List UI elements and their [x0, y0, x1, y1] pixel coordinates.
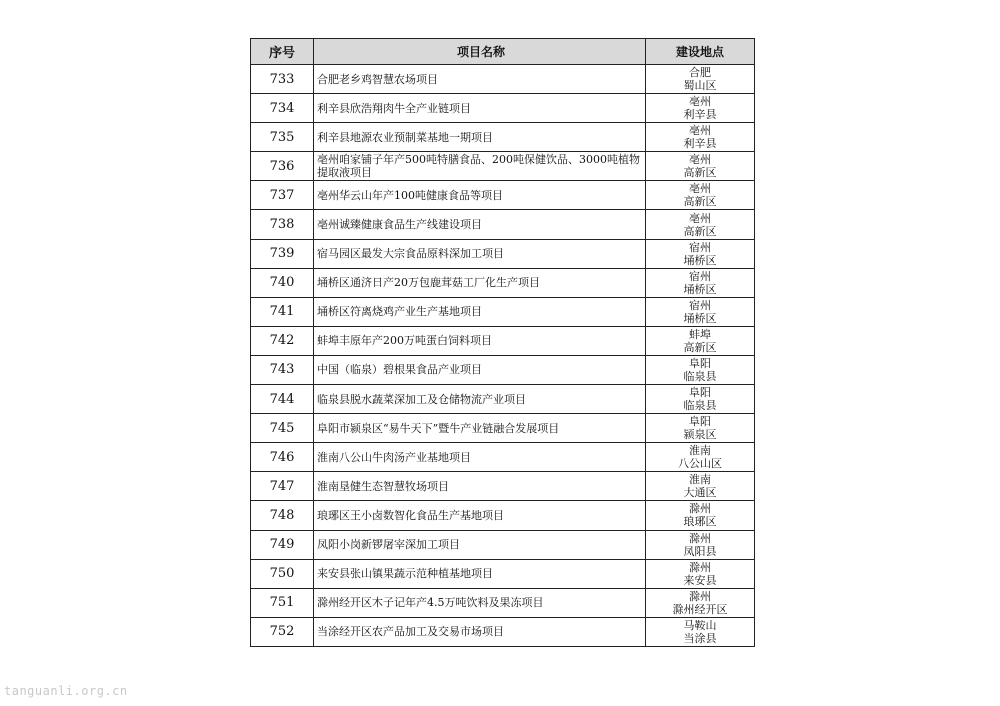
location-city: 马鞍山: [683, 618, 717, 632]
row-number: 751: [251, 588, 314, 617]
location-city: 宿州: [689, 298, 711, 312]
table-row: [251, 326, 755, 355]
location-district: 临泉县: [683, 369, 717, 383]
location-district: 高新区: [683, 224, 717, 238]
table-row: [251, 152, 755, 181]
header-location: 建设地点: [646, 39, 755, 65]
table-row: [251, 385, 755, 414]
table-row: [251, 588, 755, 617]
location-city: 宿州: [689, 240, 711, 254]
location-city: 亳州: [689, 153, 711, 167]
location-district: 凤阳县: [683, 544, 717, 558]
table-row: [251, 617, 755, 646]
location-cell: [646, 443, 755, 472]
table-row: [251, 181, 755, 210]
location-city: 亳州: [689, 95, 711, 109]
table-row: [251, 414, 755, 443]
project-table: [250, 38, 755, 647]
row-number: 743: [251, 355, 314, 384]
project-name: 合肥老乡鸡智慧农场项目: [314, 65, 646, 94]
project-name: 利辛县欣浩翔肉牛全产业链项目: [314, 94, 646, 123]
table-row: [251, 530, 755, 559]
location-district: 埇桥区: [683, 311, 717, 325]
table-row: [251, 501, 755, 530]
location-city: 淮南: [689, 473, 711, 487]
row-number: 741: [251, 297, 314, 326]
project-name: 琅琊区王小卤数智化食品生产基地项目: [314, 501, 646, 530]
location-city: 滁州: [689, 589, 711, 603]
location-city: 滁州: [689, 502, 711, 516]
location-city: 合肥: [689, 66, 711, 80]
location-cell: [646, 588, 755, 617]
location-city: 淮南: [689, 444, 711, 458]
row-number: 750: [251, 559, 314, 588]
row-number: 747: [251, 472, 314, 501]
header-project-name: 项目名称: [314, 39, 646, 65]
location-cell: [646, 501, 755, 530]
location-city: 滁州: [689, 531, 711, 545]
row-number: 737: [251, 181, 314, 210]
location-district: 高新区: [683, 166, 717, 180]
row-number: 746: [251, 443, 314, 472]
location-cell: [646, 472, 755, 501]
row-number: 734: [251, 94, 314, 123]
location-district: 颍泉区: [683, 428, 717, 442]
location-cell: [646, 617, 755, 646]
location-city: 滁州: [689, 560, 711, 574]
location-cell: [646, 239, 755, 268]
table-row: [251, 472, 755, 501]
project-name: 淮南八公山牛肉汤产业基地项目: [314, 443, 646, 472]
location-city: 蚌埠: [689, 327, 711, 341]
location-cell: [646, 297, 755, 326]
location-district: 高新区: [683, 340, 717, 354]
location-cell: [646, 530, 755, 559]
table-row: [251, 123, 755, 152]
project-name: 利辛县地源农业预制菜基地一期项目: [314, 123, 646, 152]
table-row: [251, 65, 755, 94]
project-name: 当涂经开区农产品加工及交易市场项目: [314, 617, 646, 646]
location-city: 亳州: [689, 124, 711, 138]
location-cell: [646, 268, 755, 297]
location-district: 滁州经开区: [672, 602, 728, 616]
location-district: 来安县: [683, 573, 717, 587]
watermark: tanguanli.org.cn: [4, 684, 128, 698]
location-district: 当涂县: [683, 631, 717, 645]
location-city: 亳州: [689, 182, 711, 196]
project-name: 临泉县脱水蔬菜深加工及仓储物流产业项目: [314, 385, 646, 414]
project-name: 来安县张山镇果蔬示范种植基地项目: [314, 559, 646, 588]
location-city: 阜阳: [689, 415, 711, 429]
location-cell: [646, 181, 755, 210]
project-name: 宿马园区最发大宗食品原料深加工项目: [314, 239, 646, 268]
location-district: 利辛县: [683, 137, 717, 151]
location-district: 埇桥区: [683, 282, 717, 296]
header-row: [251, 39, 755, 65]
location-cell: [646, 65, 755, 94]
project-name: 埇桥区符离烧鸡产业生产基地项目: [314, 297, 646, 326]
location-cell: [646, 152, 755, 181]
header-number: 序号: [251, 39, 314, 65]
location-cell: [646, 355, 755, 384]
project-name: 阜阳市颍泉区“易牛天下”暨牛产业链融合发展项目: [314, 414, 646, 443]
table-row: [251, 210, 755, 239]
location-cell: [646, 94, 755, 123]
project-name: 淮南垦健生态智慧牧场项目: [314, 472, 646, 501]
location-district: 埇桥区: [683, 253, 717, 267]
location-city: 阜阳: [689, 386, 711, 400]
row-number: 740: [251, 268, 314, 297]
project-name: 滁州经开区木子记年产4.5万吨饮料及果冻项目: [314, 588, 646, 617]
row-number: 733: [251, 65, 314, 94]
row-number: 742: [251, 326, 314, 355]
row-number: 744: [251, 385, 314, 414]
location-cell: [646, 123, 755, 152]
row-number: 748: [251, 501, 314, 530]
location-district: 临泉县: [683, 399, 717, 413]
location-cell: [646, 210, 755, 239]
table-row: [251, 94, 755, 123]
table-body: [251, 65, 755, 647]
row-number: 739: [251, 239, 314, 268]
row-number: 738: [251, 210, 314, 239]
location-cell: [646, 385, 755, 414]
table-row: [251, 268, 755, 297]
location-district: 琅琊区: [683, 515, 717, 529]
location-district: 利辛县: [683, 108, 717, 122]
location-district: 大通区: [683, 486, 717, 500]
project-name: 蚌埠丰原年产200万吨蛋白饲料项目: [314, 326, 646, 355]
project-name: 亳州华云山年产100吨健康食品等项目: [314, 181, 646, 210]
table-row: [251, 297, 755, 326]
row-number: 752: [251, 617, 314, 646]
location-district: 高新区: [683, 195, 717, 209]
location-district: 八公山区: [678, 457, 722, 471]
location-city: 阜阳: [689, 356, 711, 370]
row-number: 735: [251, 123, 314, 152]
table-row: [251, 443, 755, 472]
table-row: [251, 355, 755, 384]
table-row: [251, 239, 755, 268]
project-name: 埇桥区通济日产20万包鹿茸菇工厂化生产项目: [314, 268, 646, 297]
location-city: 亳州: [689, 211, 711, 225]
location-district: 蜀山区: [683, 79, 717, 93]
location-city: 宿州: [689, 269, 711, 283]
project-name: 凤阳小岗新锣屠宰深加工项目: [314, 530, 646, 559]
project-name: 亳州诚臻健康食品生产线建设项目: [314, 210, 646, 239]
location-cell: [646, 414, 755, 443]
row-number: 749: [251, 530, 314, 559]
project-name: 亳州咱家铺子年产500吨特膳食品、200吨保健饮品、3000吨植物提取液项目: [314, 152, 646, 181]
location-cell: [646, 326, 755, 355]
row-number: 745: [251, 414, 314, 443]
row-number: 736: [251, 152, 314, 181]
location-cell: [646, 559, 755, 588]
table-row: [251, 559, 755, 588]
project-name: 中国（临泉）碧根果食品产业项目: [314, 355, 646, 384]
